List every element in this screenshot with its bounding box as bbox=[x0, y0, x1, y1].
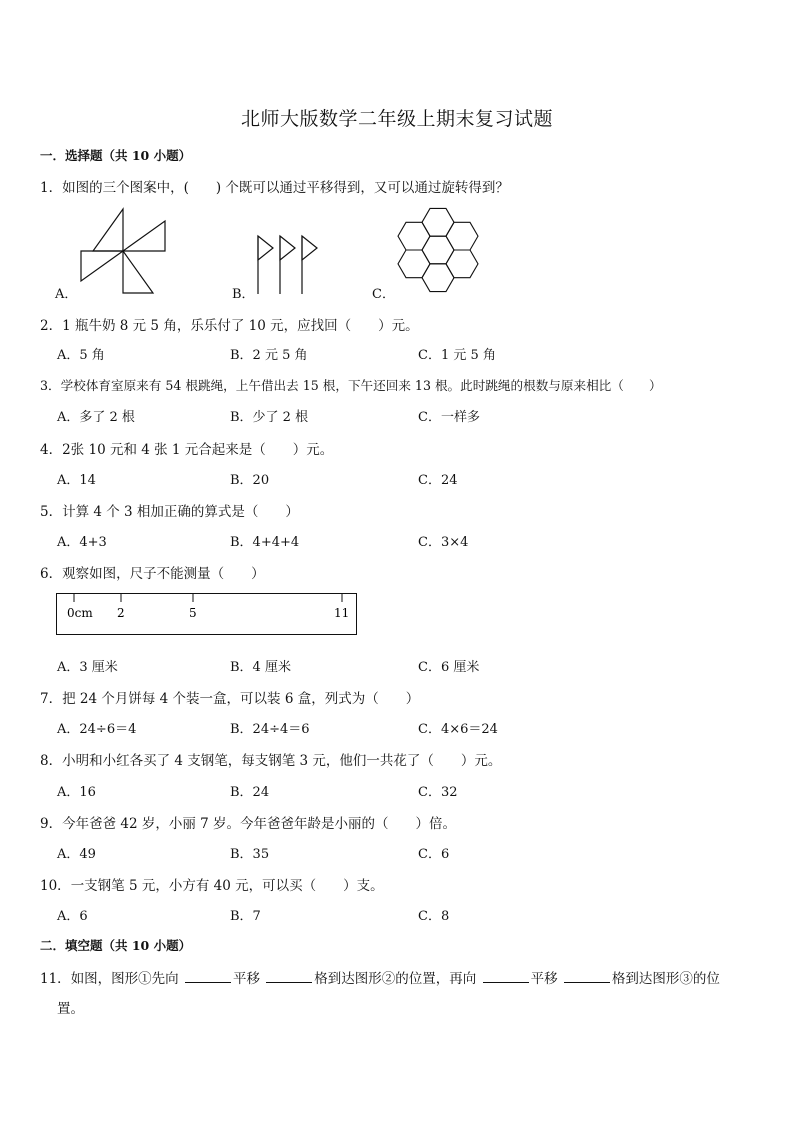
answer-blank[interactable] bbox=[185, 970, 231, 983]
option-c: C．4×6＝24 bbox=[418, 722, 498, 737]
answer-blank[interactable] bbox=[266, 970, 312, 983]
page-title: 北师大版数学二年级上期末复习试题 bbox=[240, 108, 553, 130]
section-heading-fill: 二．填空题（共 10 小题） bbox=[40, 938, 192, 953]
option-a: A．3 厘米 bbox=[57, 660, 118, 675]
question-7 bbox=[40, 687, 419, 707]
question-text: 一支钢笔 5 元，小方有 40 元，可以买（ ）支。 bbox=[70, 878, 384, 894]
question-text: 学校体育室原来有 54 根跳绳，上午借出去 15 根，下午还回来 13 根。此时跳绳的根数与原来相比（ ） bbox=[60, 378, 662, 393]
question-text-part: 如图，图形①先向 bbox=[70, 971, 183, 987]
question-11 bbox=[40, 967, 720, 987]
answer-blank[interactable] bbox=[564, 970, 610, 983]
hexagon-cell bbox=[398, 222, 430, 250]
question-2 bbox=[40, 314, 419, 334]
question-text: 如图的三个图案中，( ) 个既可以通过平移得到，又可以通过旋转得到？ bbox=[62, 180, 509, 196]
option-a: A．14 bbox=[57, 473, 96, 488]
question-number: 7． bbox=[40, 691, 63, 707]
option-b: B．2 元 5 角 bbox=[230, 348, 308, 363]
option-c-label: C． bbox=[372, 287, 395, 302]
question-text: 1 瓶牛奶 8 元 5 角，乐乐付了 10 元，应找回（ ）元。 bbox=[62, 318, 419, 334]
question-4 bbox=[40, 438, 333, 458]
option-c: C．3×4 bbox=[418, 535, 469, 550]
ruler-label-2: 2 bbox=[117, 606, 125, 620]
question-3 bbox=[40, 375, 662, 394]
question-9 bbox=[40, 812, 456, 832]
answer-blank[interactable] bbox=[483, 970, 529, 983]
ruler-label-5: 5 bbox=[189, 606, 197, 620]
question-number: 2． bbox=[40, 318, 63, 334]
hexagon-cell bbox=[422, 236, 454, 264]
option-c: C．32 bbox=[418, 785, 458, 800]
flags-figure bbox=[255, 234, 325, 296]
option-a: A．24÷6＝4 bbox=[57, 722, 137, 737]
option-a: A．5 角 bbox=[57, 348, 105, 363]
question-text: 观察如图，尺子不能测量（ ） bbox=[62, 566, 265, 582]
hexagon-cell bbox=[446, 222, 478, 250]
hexagon-cell bbox=[398, 250, 430, 278]
question-text-part: 格到达图形②的位置，再向 bbox=[314, 971, 481, 987]
question-number: 9． bbox=[40, 816, 63, 832]
option-b: B．35 bbox=[230, 847, 270, 862]
option-a: A．6 bbox=[57, 909, 88, 924]
question-text: 计算 4 个 3 相加正确的算式是（ ） bbox=[62, 504, 299, 520]
question-text-part: 平移 bbox=[232, 971, 265, 987]
question-11-continued: 置。 bbox=[57, 1001, 84, 1017]
option-b-label: B． bbox=[232, 287, 255, 302]
option-b: B．7 bbox=[230, 909, 261, 924]
hexagon-cell bbox=[422, 264, 454, 292]
pinwheel-figure bbox=[80, 207, 166, 295]
option-a: A．多了 2 根 bbox=[57, 410, 135, 425]
option-a: A．16 bbox=[57, 785, 96, 800]
question-8 bbox=[40, 749, 501, 769]
option-a: A．49 bbox=[57, 847, 96, 862]
question-number: 10． bbox=[40, 878, 71, 894]
question-text: 今年爸爸 42 岁，小丽 7 岁。今年爸爸年龄是小丽的（ ）倍。 bbox=[62, 816, 457, 832]
question-6 bbox=[40, 562, 265, 582]
option-a-label: A． bbox=[55, 287, 78, 302]
ruler-figure bbox=[56, 593, 358, 636]
option-b: B．24÷4＝6 bbox=[230, 722, 310, 737]
question-1 bbox=[40, 176, 509, 196]
hexagon-cell bbox=[446, 250, 478, 278]
option-b: B．4+4+4 bbox=[230, 535, 300, 550]
option-c: C．24 bbox=[418, 473, 458, 488]
question-number: 11． bbox=[40, 971, 71, 987]
option-c: C．一样多 bbox=[418, 410, 480, 425]
option-b: B．少了 2 根 bbox=[230, 410, 309, 425]
option-c: C．6 厘米 bbox=[418, 660, 480, 675]
option-a: A．4+3 bbox=[57, 535, 107, 550]
option-b: B．24 bbox=[230, 785, 270, 800]
question-5 bbox=[40, 500, 299, 520]
question-10 bbox=[40, 874, 384, 894]
question-text: 2张 10 元和 4 张 1 元合起来是（ ）元。 bbox=[62, 442, 334, 458]
question-number: 4． bbox=[40, 442, 63, 458]
option-b: B．4 厘米 bbox=[230, 660, 291, 675]
section-heading-choice: 一．选择题（共 10 小题） bbox=[40, 148, 192, 163]
question-text-part: 平移 bbox=[530, 971, 562, 987]
option-c: C．8 bbox=[418, 909, 450, 924]
question-text-part: 格到达图形③的位 bbox=[611, 971, 720, 987]
question-number: 1． bbox=[40, 180, 63, 196]
hexagon-figure bbox=[393, 204, 483, 296]
ruler-label-0: 0cm bbox=[67, 606, 93, 620]
option-b: B．20 bbox=[230, 473, 270, 488]
question-text: 小明和小红各买了 4 支钢笔，每支钢笔 3 元，他们一共花了（ ）元。 bbox=[62, 753, 502, 769]
question-number: 3． bbox=[40, 378, 61, 393]
question-number: 8． bbox=[40, 753, 63, 769]
hexagon-cell bbox=[422, 208, 454, 236]
option-c: C．1 元 5 角 bbox=[418, 348, 496, 363]
question-number: 5． bbox=[40, 504, 63, 520]
option-c: C．6 bbox=[418, 847, 450, 862]
question-number: 6． bbox=[40, 566, 63, 582]
question-text: 把 24 个月饼每 4 个装一盒，可以装 6 盒，列式为（ ） bbox=[62, 691, 420, 707]
ruler-label-11: 11 bbox=[334, 606, 350, 620]
